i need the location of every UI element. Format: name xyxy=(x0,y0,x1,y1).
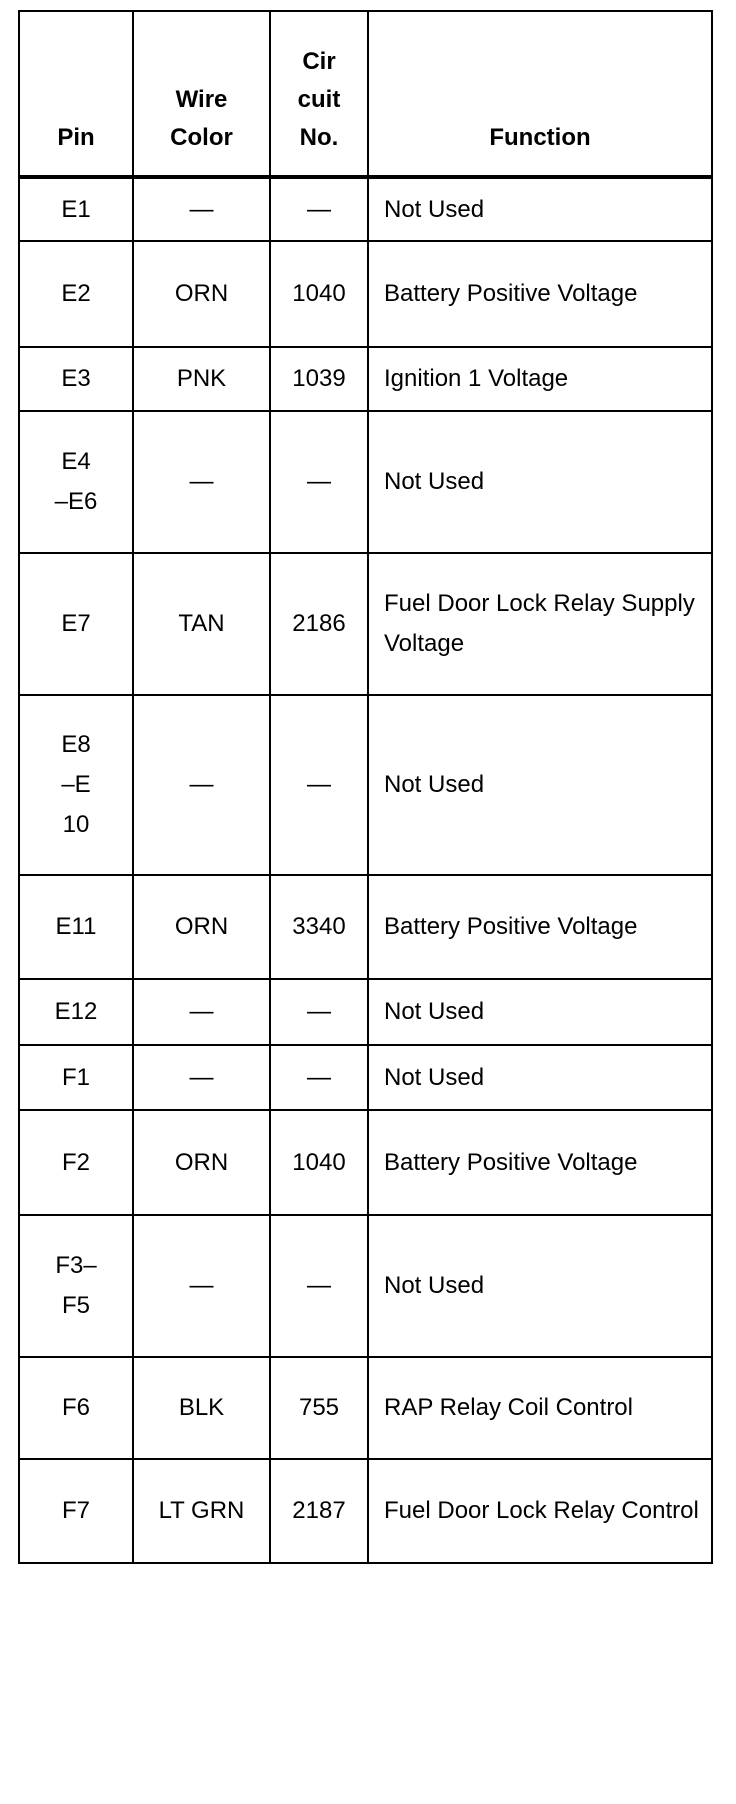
function-cell: Fuel Door Lock Relay Control xyxy=(368,1459,712,1563)
table-row xyxy=(19,875,712,979)
table-row xyxy=(19,1045,712,1110)
function-cell: Fuel Door Lock Relay Supply Voltage xyxy=(368,553,712,695)
wire-color-cell: ORN xyxy=(133,875,270,979)
wire-color-cell: — xyxy=(133,979,270,1045)
wire-color-cell: ORN xyxy=(133,1110,270,1215)
pin-cell: F6 xyxy=(19,1357,133,1459)
table-row xyxy=(19,347,712,411)
pin-cell: E1 xyxy=(19,177,133,241)
function-cell: Battery Positive Voltage xyxy=(368,1110,712,1215)
table-row xyxy=(19,1357,712,1459)
circuit-cell: 755 xyxy=(270,1357,368,1459)
pin-cell: F3– F5 xyxy=(19,1215,133,1357)
header-pin: Pin xyxy=(19,11,133,177)
function-cell: RAP Relay Coil Control xyxy=(368,1357,712,1459)
wire-color-cell: TAN xyxy=(133,553,270,695)
pin-cell: E4 –E6 xyxy=(19,411,133,553)
connector-pinout-table xyxy=(18,10,713,1564)
wire-color-cell: LT GRN xyxy=(133,1459,270,1563)
circuit-cell: 1040 xyxy=(270,241,368,347)
function-cell: Not Used xyxy=(368,695,712,875)
table-row xyxy=(19,553,712,695)
pin-cell: E7 xyxy=(19,553,133,695)
pin-cell: F2 xyxy=(19,1110,133,1215)
header-circuit-no: Cir cuit No. xyxy=(270,11,368,177)
pin-cell: F7 xyxy=(19,1459,133,1563)
table-row xyxy=(19,1215,712,1357)
wire-color-cell: ORN xyxy=(133,241,270,347)
pin-cell: E12 xyxy=(19,979,133,1045)
circuit-cell: — xyxy=(270,695,368,875)
circuit-cell: 2186 xyxy=(270,553,368,695)
circuit-cell: — xyxy=(270,1045,368,1110)
table-row xyxy=(19,695,712,875)
table-row xyxy=(19,1459,712,1563)
header-row xyxy=(19,11,712,177)
table-row xyxy=(19,241,712,347)
circuit-cell: 2187 xyxy=(270,1459,368,1563)
function-cell: Not Used xyxy=(368,1215,712,1357)
circuit-cell: 1039 xyxy=(270,347,368,411)
circuit-cell: — xyxy=(270,979,368,1045)
function-cell: Not Used xyxy=(368,411,712,553)
table-row xyxy=(19,177,712,241)
circuit-cell: — xyxy=(270,177,368,241)
wire-color-cell: PNK xyxy=(133,347,270,411)
pin-cell: F1 xyxy=(19,1045,133,1110)
table-row xyxy=(19,979,712,1045)
function-cell: Not Used xyxy=(368,979,712,1045)
function-cell: Not Used xyxy=(368,1045,712,1110)
pin-cell: E3 xyxy=(19,347,133,411)
pin-cell: E8 –E 10 xyxy=(19,695,133,875)
circuit-cell: — xyxy=(270,411,368,553)
wire-color-cell: — xyxy=(133,1045,270,1110)
function-cell: Not Used xyxy=(368,177,712,241)
wire-color-cell: — xyxy=(133,411,270,553)
wire-color-cell: BLK xyxy=(133,1357,270,1459)
wire-color-cell: — xyxy=(133,695,270,875)
function-cell: Ignition 1 Voltage xyxy=(368,347,712,411)
pin-cell: E11 xyxy=(19,875,133,979)
pin-cell: E2 xyxy=(19,241,133,347)
header-wire-color: Wire Color xyxy=(133,11,270,177)
function-cell: Battery Positive Voltage xyxy=(368,875,712,979)
circuit-cell: 3340 xyxy=(270,875,368,979)
table-row xyxy=(19,411,712,553)
header-function: Function xyxy=(368,11,712,177)
circuit-cell: 1040 xyxy=(270,1110,368,1215)
table-row xyxy=(19,1110,712,1215)
wire-color-cell: — xyxy=(133,177,270,241)
function-cell: Battery Positive Voltage xyxy=(368,241,712,347)
wire-color-cell: — xyxy=(133,1215,270,1357)
circuit-cell: — xyxy=(270,1215,368,1357)
